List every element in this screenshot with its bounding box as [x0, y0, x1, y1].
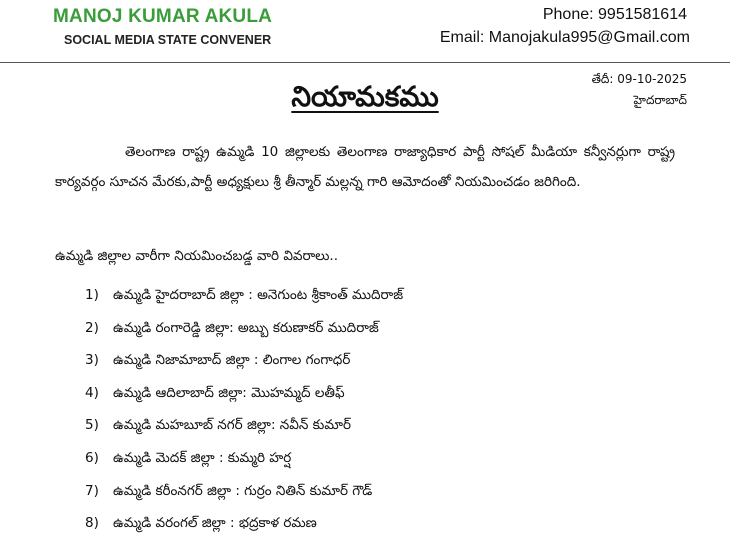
list-item — [85, 483, 403, 516]
item-text: ఉమ్మడి రంగారెడ్డి జిల్లా: అబ్బు కరుణాకర్ ముదిరాజ్ — [113, 319, 379, 336]
appointment-list — [85, 287, 403, 548]
item-text: ఉమ్మడి హైదరాబాద్ జిల్లా : అనెగుంట శ్రీకాంత్ ముదిరాజ్ — [113, 287, 404, 303]
sender-title: SOCIAL MEDIA STATE CONVENER — [64, 33, 272, 47]
item-number: 5) — [85, 417, 99, 434]
document-heading — [0, 80, 730, 120]
item-number: 2) — [85, 319, 99, 336]
item-number: 7) — [85, 482, 99, 499]
letter-body — [55, 137, 675, 197]
letterhead-divider — [0, 62, 730, 63]
list-item — [85, 352, 403, 385]
appointment-paragraph: తెలంగాణ రాష్ట్ర ఉమ్మడి 10 జిల్లాలకు తెలంగాణ రాజ్యాధికార పార్టీ సోషల్ మీడియా కన్వీనర్లుగా రాష్ట్ర కార్యవర్గం సూచన మేరకు,పార్టీ అధ్యక్షులు శ్రీ తీన్మార్ మల్లన్న గారి ఆమోదంతో నియమించడం జరిగింది. — [55, 144, 675, 190]
item-number: 6) — [85, 449, 99, 466]
item-number: 4) — [85, 384, 99, 401]
item-number: 3) — [85, 352, 99, 369]
item-text: ఉమ్మడి కరీంనగర్ జిల్లా : గుర్రం నితిన్ కుమార్ గౌడ్ — [113, 482, 373, 499]
item-text: ఉమ్మడి నిజామాబాద్ జిల్లా : లింగాల గంగాధర్ — [113, 352, 351, 369]
item-text: ఉమ్మడి ఆదిలాబాద్ జిల్లా: మొహమ్మద్ లతీఫ్ — [113, 384, 345, 401]
item-text: ఉమ్మడి వరంగల్ జిల్లా : భద్రకాళ రమణ — [113, 515, 317, 532]
sender-phone: Phone: 9951581614 — [542, 6, 687, 23]
item-text: ఉమ్మడి మహబూబ్ నగర్ జిల్లా: నవీన్ కుమార్ — [113, 417, 351, 434]
list-item — [85, 287, 403, 320]
list-item — [85, 515, 403, 548]
list-item — [85, 450, 403, 483]
letter-place: హైదరాబాద్ — [633, 93, 687, 107]
item-number: 8) — [85, 515, 99, 532]
letterhead — [0, 0, 730, 62]
list-item — [85, 417, 403, 450]
sender-name: MANOJ KUMAR AKULA — [53, 6, 273, 27]
list-intro: ఉమ్మడి జిల్లాల వారీగా నియమించబడ్డ వారి వివరాలు.. — [55, 248, 339, 264]
list-item — [85, 385, 403, 418]
list-item — [85, 320, 403, 353]
letter-date: తేదీ: 09-10-2025 — [591, 72, 687, 86]
item-number: 1) — [85, 287, 99, 303]
sender-email: Email: Manojakula995@Gmail.com — [439, 29, 690, 46]
heading-text: నియామకము — [291, 80, 439, 113]
item-text: ఉమ్మడి మెదక్ జిల్లా : కుమ్మరి హర్ష — [113, 449, 292, 466]
